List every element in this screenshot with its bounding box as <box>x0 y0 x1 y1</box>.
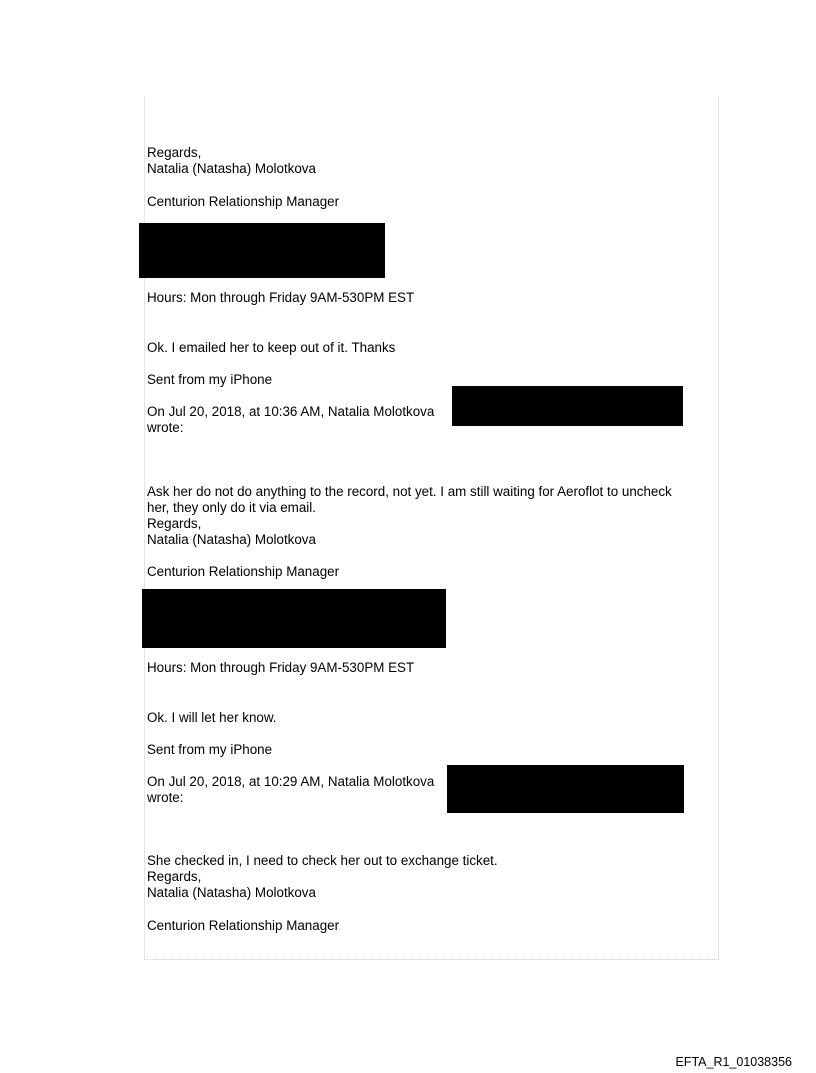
sender-title: Centurion Relationship Manager <box>147 194 340 209</box>
sender-title: Centurion Relationship Manager <box>147 918 340 933</box>
office-hours: Hours: Mon through Friday 9AM-530PM EST <box>147 290 415 305</box>
redaction-block <box>452 386 683 426</box>
quote-header: On Jul 20, 2018, at 10:36 AM, Natalia Molotkova <box>147 404 435 419</box>
message-body-line: her, they only do it via email. <box>147 500 316 515</box>
quote-header-wrote: wrote: <box>147 420 184 435</box>
reply-body: Ok. I will let her know. <box>147 710 277 725</box>
sender-name: Natalia (Natasha) Molotkova <box>147 161 316 176</box>
message-body-line: She checked in, I need to check her out to exchange ticket. <box>147 853 498 868</box>
quote-header-wrote: wrote: <box>147 790 184 805</box>
document-id: EFTA_R1_01038356 <box>675 1055 792 1069</box>
redaction-block <box>139 223 385 278</box>
mobile-signature: Sent from my iPhone <box>147 372 273 387</box>
sender-name: Natalia (Natasha) Molotkova <box>147 885 316 900</box>
regards-text: Regards, <box>147 145 202 160</box>
reply-body: Ok. I emailed her to keep out of it. Thanks <box>147 340 396 355</box>
sender-name: Natalia (Natasha) Molotkova <box>147 532 316 547</box>
quote-header: On Jul 20, 2018, at 10:29 AM, Natalia Molotkova <box>147 774 435 789</box>
redaction-block <box>447 765 684 813</box>
mobile-signature: Sent from my iPhone <box>147 742 273 757</box>
sender-title: Centurion Relationship Manager <box>147 564 340 579</box>
redaction-block <box>142 589 446 648</box>
regards-text: Regards, <box>147 869 202 884</box>
message-body-line: Ask her do not do anything to the record, not yet. I am still waiting for Aeroflot to uncheck <box>147 484 672 499</box>
regards-text: Regards, <box>147 516 202 531</box>
office-hours: Hours: Mon through Friday 9AM-530PM EST <box>147 660 415 675</box>
